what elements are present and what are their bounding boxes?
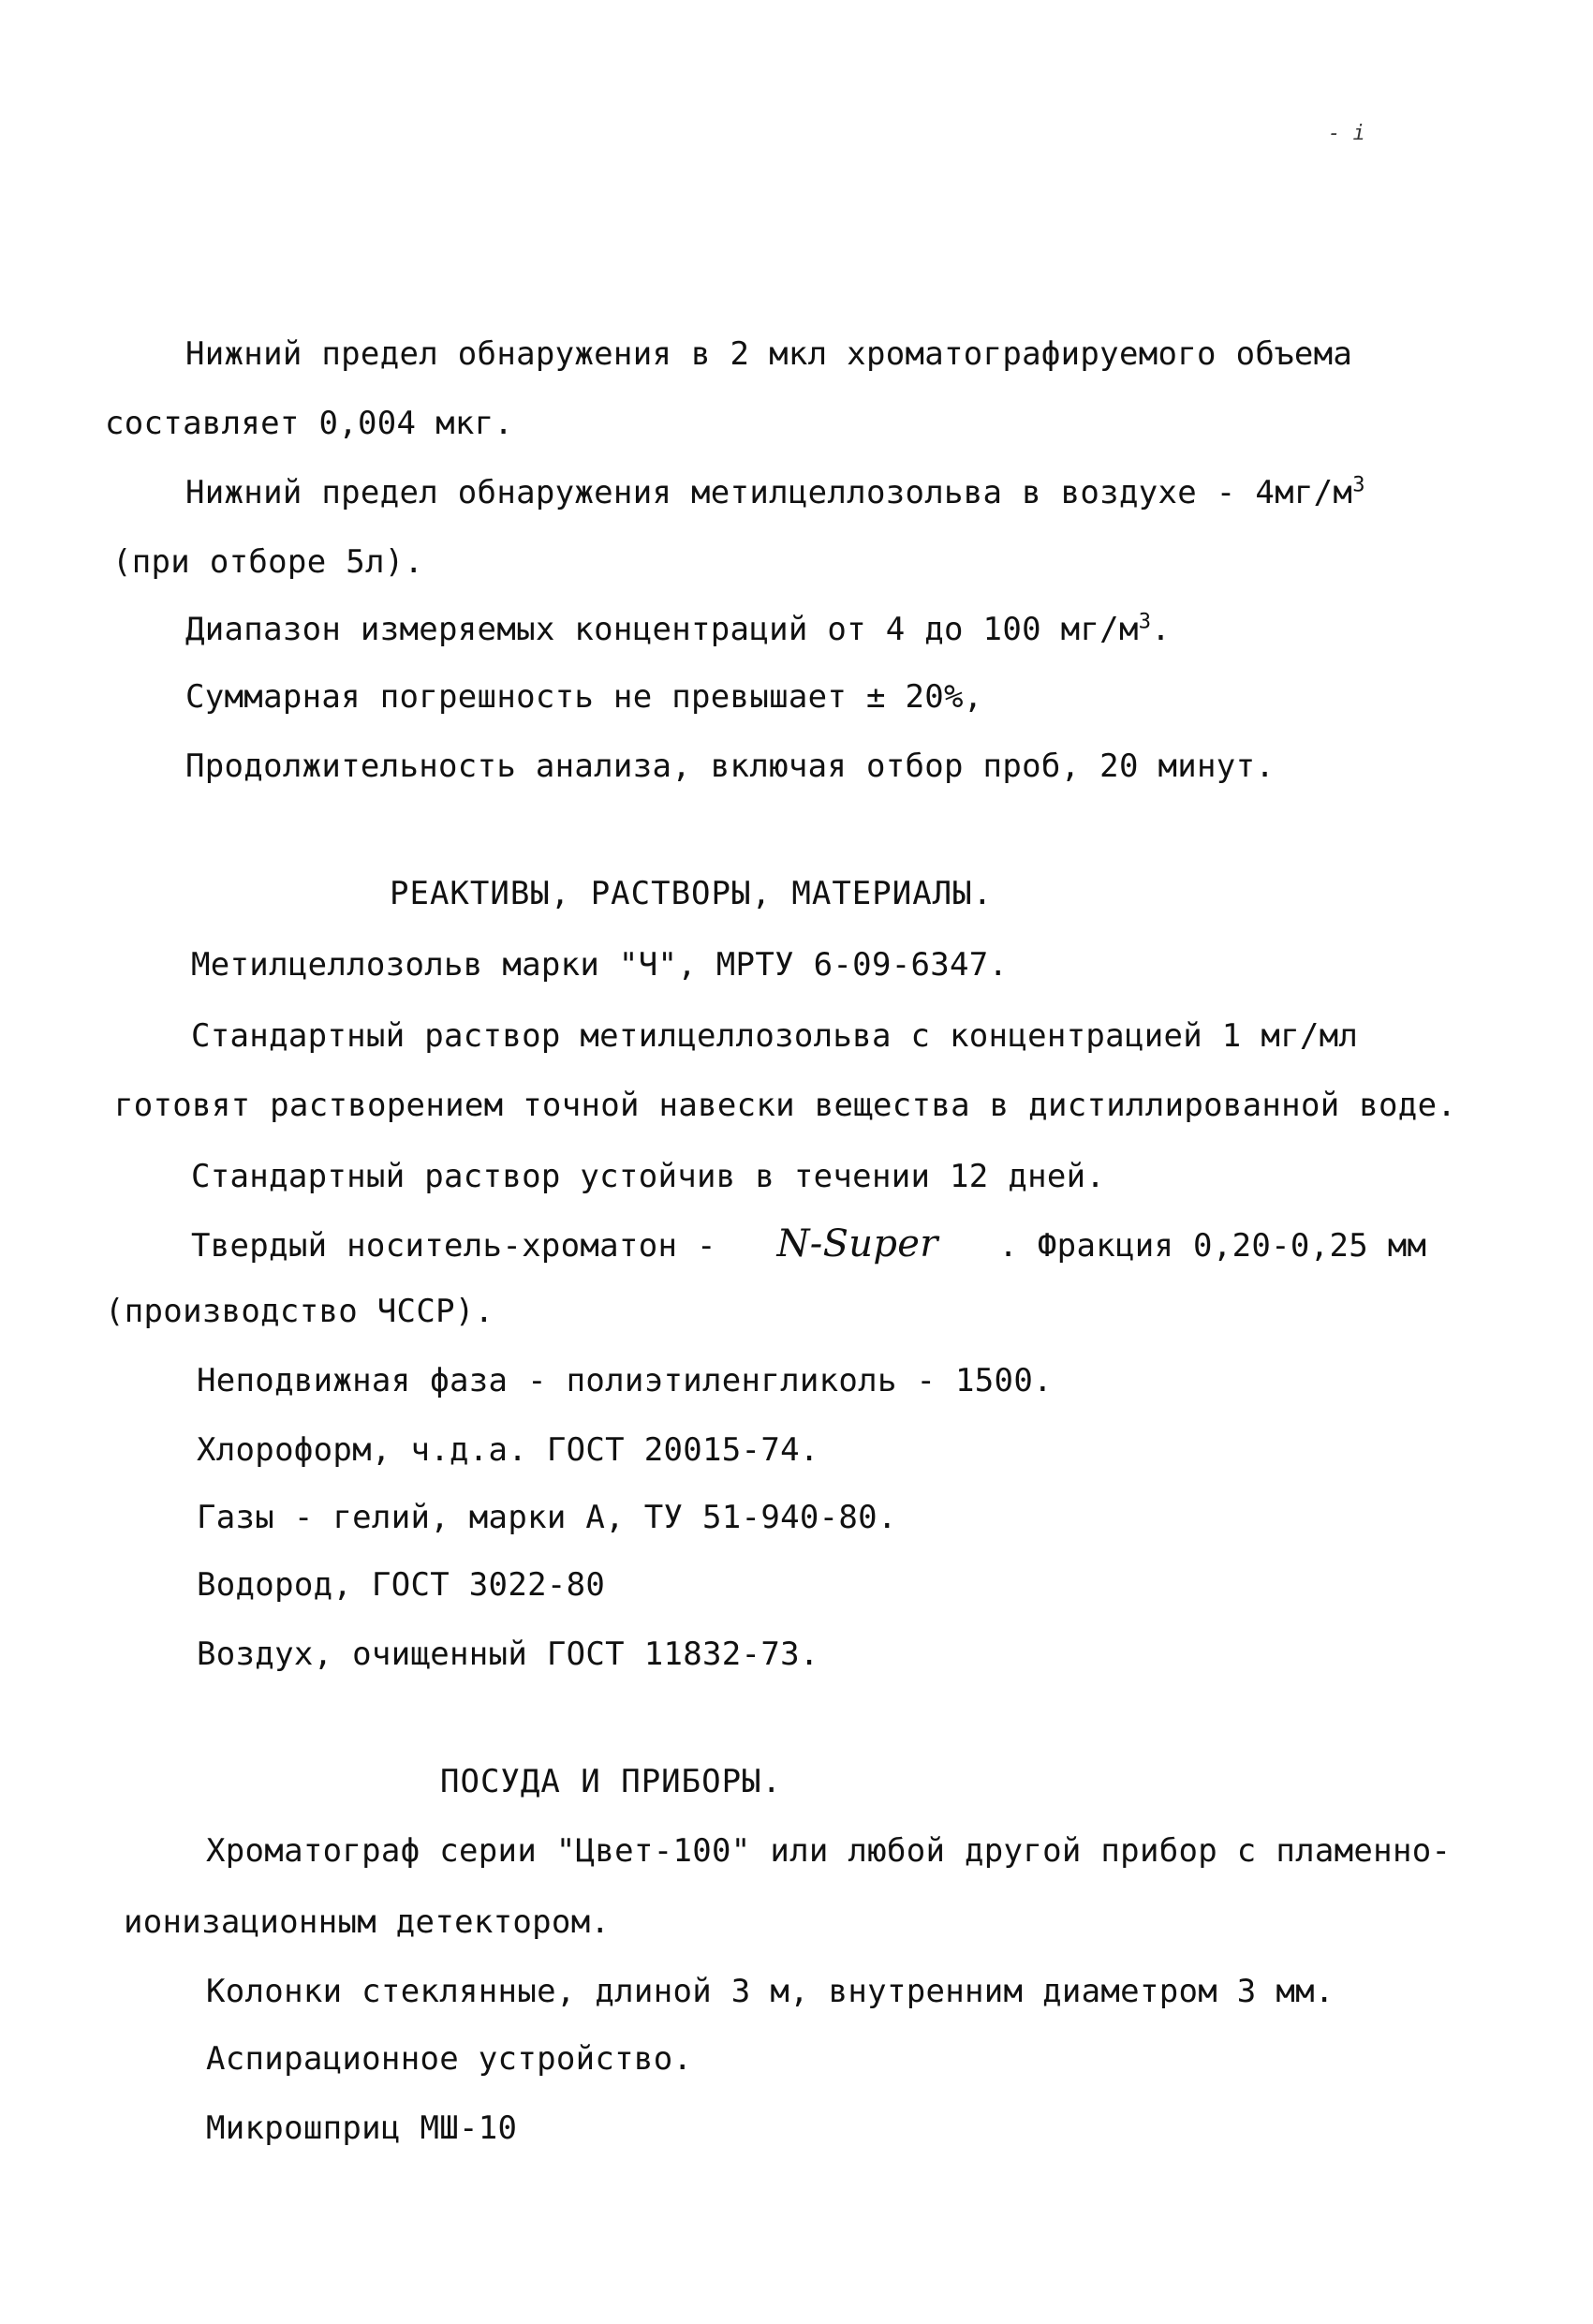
- text-line: Хроматограф серии "Цвет-100" или любой другой прибор с пламенно-: [206, 1832, 1452, 1870]
- section-heading: ПОСУДА И ПРИБОРЫ.: [440, 1763, 782, 1800]
- text-line: готовят растворением точной навески вещества в дистиллированной воде.: [114, 1087, 1457, 1124]
- text-line: (производство ЧССР).: [105, 1293, 494, 1330]
- text-line: [185, 474, 1365, 511]
- text-line: (при отборе 5л).: [112, 543, 424, 581]
- text-line: составляет 0,004 мкг.: [105, 405, 514, 442]
- text-line: [191, 1222, 1427, 1266]
- text-line: Стандартный раствор метилцеллозольва с концентрацией 1 мг/мл: [191, 1017, 1359, 1055]
- text-line: Продолжительность анализа, включая отбор проб, 20 минут.: [185, 748, 1276, 785]
- text-fragment: Диапазон измеряемых концентраций от 4 до 100 мг/м: [185, 611, 1139, 648]
- text-line: Аспирационное устройство.: [206, 2040, 693, 2078]
- text-line: Водород, ГОСТ 3022-80: [197, 1566, 606, 1604]
- text-fragment: .: [1151, 611, 1172, 648]
- page-mark: - i: [1328, 122, 1365, 145]
- text-line: Метилцеллозольв марки "Ч", МРТУ 6-09-6347.: [191, 946, 1009, 984]
- text-line: Хлороформ, ч.д.а. ГОСТ 20015-74.: [197, 1431, 819, 1469]
- text-line: [185, 611, 1171, 648]
- text-fragment: Твердый носитель-хроматон -: [191, 1227, 716, 1265]
- text-line: ионизационным детектором.: [124, 1903, 611, 1941]
- section-heading: РЕАКТИВЫ, РАСТВОРЫ, МАТЕРИАЛЫ.: [390, 875, 994, 912]
- text-fragment: . Фракция 0,20-0,25 мм: [998, 1227, 1427, 1265]
- text-line: Суммарная погрешность не превышает ± 20%,: [185, 678, 983, 716]
- text-fragment: Нижний предел обнаружения метилцеллозольва в воздухе - 4мг/м: [185, 474, 1353, 511]
- text-line: Колонки стеклянные, длиной 3 м, внутренним диаметром 3 мм.: [206, 1973, 1335, 2010]
- superscript: 3: [1352, 473, 1365, 497]
- text-line: Микрошприц МШ-10: [206, 2109, 518, 2147]
- text-line: Стандартный раствор устойчив в течении 12 дней.: [191, 1158, 1106, 1195]
- text-line: Газы - гелий, марки А, ТУ 51-940-80.: [197, 1499, 897, 1536]
- text-line: Неподвижная фаза - полиэтиленгликоль - 1500.: [197, 1362, 1053, 1399]
- text-line: Нижний предел обнаружения в 2 мкл хроматографируемого объема: [185, 335, 1353, 373]
- text-line: Воздух, очищенный ГОСТ 11832-73.: [197, 1636, 819, 1673]
- handwritten-insert: N-Super: [776, 1222, 938, 1266]
- superscript: 3: [1138, 610, 1152, 634]
